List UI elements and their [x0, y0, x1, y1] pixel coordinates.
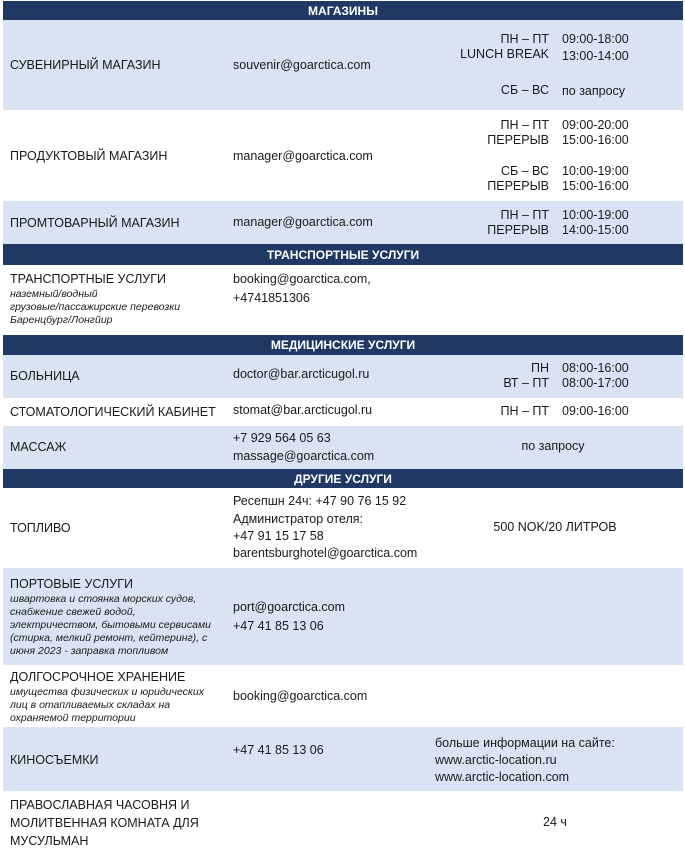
- email-link[interactable]: port@goarctica.com: [233, 600, 346, 614]
- time-value: 08:00-16:00: [562, 361, 629, 375]
- service-description: снабжение свежей водой,: [10, 606, 136, 618]
- section-header-other: ДРУГИЕ УСЛУГИ: [3, 469, 683, 488]
- email-link[interactable]: booking@goarctica.com: [233, 689, 368, 703]
- email-link[interactable]: manager@goarctica.com: [233, 149, 373, 163]
- time-value: 09:00-18:00: [562, 32, 629, 46]
- day-label: ПН: [530, 361, 549, 375]
- service-name: ПРОДУКТОВЫЙ МАГАЗИН: [10, 149, 168, 163]
- time-value: 10:00-19:00: [562, 208, 629, 222]
- service-name: КИНОСЪЕМКИ: [10, 753, 99, 767]
- hours-value: по запросу: [521, 439, 585, 453]
- time-value: 15:00-16:00: [562, 179, 629, 193]
- table-row: [3, 398, 683, 426]
- table-row: [3, 568, 683, 665]
- day-label: ПН – ПТ: [500, 404, 549, 418]
- section-header-shops: МАГАЗИНЫ: [3, 1, 683, 20]
- service-description: наземный/водный: [10, 288, 98, 300]
- day-label: ПЕРЕРЫВ: [487, 223, 549, 237]
- service-name: СУВЕНИРНЫЙ МАГАЗИН: [10, 58, 161, 72]
- time-value: 13:00-14:00: [562, 49, 629, 63]
- day-label: СБ – ВС: [500, 83, 549, 97]
- service-description: грузовые/пассажирские перевозки: [10, 301, 181, 313]
- section-header-medical: МЕДИЦИНСКИЕ УСЛУГИ: [3, 335, 683, 355]
- service-description: охраняемой территории: [10, 712, 136, 724]
- email-link[interactable]: manager@goarctica.com: [233, 215, 373, 229]
- phone-number: +47 41 85 13 06: [233, 743, 324, 757]
- website-link[interactable]: www.arctic-location.com: [435, 770, 570, 784]
- table-row: [3, 727, 683, 791]
- contact-label: Администратор отеля:: [233, 512, 363, 526]
- day-label: LUNCH BREAK: [460, 47, 549, 61]
- price-value: 500 NOK/20 ЛИТРОВ: [493, 520, 617, 534]
- service-name: ТОПЛИВО: [10, 521, 71, 535]
- service-name: СТОМАТОЛОГИЧЕСКИЙ КАБИНЕТ: [10, 405, 216, 419]
- service-description: электричеством, бытовыми сервисами: [10, 619, 211, 631]
- service-description: июня 2023 - заправка топливом: [10, 645, 169, 657]
- time-value: 09:00-20:00: [562, 118, 629, 132]
- time-value: 10:00-19:00: [562, 164, 629, 178]
- day-label: ПН – ПТ: [500, 32, 549, 46]
- table-row: [3, 426, 683, 469]
- info-text: больше информации на сайте:: [435, 736, 615, 750]
- day-label: СБ – ВС: [500, 164, 549, 178]
- time-value: 09:00-16:00: [562, 404, 629, 418]
- email-link[interactable]: massage@goarctica.com: [233, 449, 375, 463]
- table-row: [3, 665, 683, 727]
- table-row: [3, 488, 683, 568]
- day-label: ПЕРЕРЫВ: [487, 179, 549, 193]
- section-header-transport: ТРАНСПОРТНЫЕ УСЛУГИ: [3, 244, 683, 265]
- service-description: Баренцбург/Лонгйир: [10, 314, 113, 326]
- service-name: БОЛЬНИЦА: [10, 369, 80, 383]
- phone-number: +4741851306: [233, 291, 310, 305]
- website-link[interactable]: www.arctic-location.ru: [435, 753, 557, 767]
- day-label: ПЕРЕРЫВ: [487, 133, 549, 147]
- email-link[interactable]: barentsburghotel@goarctica.com: [233, 546, 418, 560]
- table-row: [3, 265, 683, 335]
- service-name: МУСУЛЬМАН: [10, 834, 89, 848]
- service-name: ДОЛГОСРОЧНОЕ ХРАНЕНИЕ: [10, 670, 186, 684]
- service-name: ПОРТОВЫЕ УСЛУГИ: [10, 577, 133, 591]
- schedule: [439, 208, 639, 240]
- email-link[interactable]: souvenir@goarctica.com: [233, 58, 371, 72]
- email-link[interactable]: doctor@bar.arcticugol.ru: [233, 367, 370, 381]
- schedule: [439, 32, 639, 102]
- schedule: [439, 361, 639, 393]
- time-value: 14:00-15:00: [562, 223, 629, 237]
- time-value: 15:00-16:00: [562, 133, 629, 147]
- day-label: ВТ – ПТ: [503, 376, 549, 390]
- phone-number: +47 91 15 17 58: [233, 529, 324, 543]
- table-row: [3, 791, 683, 853]
- phone-number: +7 929 564 05 63: [233, 431, 331, 445]
- time-value: 08:00-17:00: [562, 376, 629, 390]
- phone-number: +47 41 85 13 06: [233, 619, 324, 633]
- service-name: ПРАВОСЛАВНАЯ ЧАСОВНЯ И: [10, 798, 190, 812]
- schedule: [439, 404, 639, 420]
- service-name: ТРАНСПОРТНЫЕ УСЛУГИ: [10, 272, 166, 286]
- table-row: [3, 110, 683, 201]
- service-description: (стирка, мелкий ремонт, кейтеринг), с: [10, 632, 208, 644]
- service-name: МОЛИТВЕННАЯ КОМНАТА ДЛЯ: [10, 816, 199, 830]
- email-link[interactable]: booking@goarctica.com,: [233, 272, 371, 286]
- service-description: швартовка и стоянка морских судов,: [10, 593, 197, 605]
- service-name: ПРОМТОВАРНЫЙ МАГАЗИН: [10, 216, 180, 230]
- service-name: МАССАЖ: [10, 440, 67, 454]
- schedule: [439, 118, 639, 198]
- service-description: имущества физических и юридических: [10, 686, 204, 698]
- hours-value: 24 ч: [543, 815, 567, 829]
- email-link[interactable]: stomat@bar.arcticugol.ru: [233, 403, 373, 417]
- table-row: [3, 20, 683, 110]
- time-value: по запросу: [562, 84, 626, 98]
- service-description: лиц в отапливаемых складах на: [10, 699, 171, 711]
- phone-number: Ресепшн 24ч: +47 90 76 15 92: [233, 494, 407, 508]
- table-row: [3, 355, 683, 398]
- day-label: ПН – ПТ: [500, 208, 549, 222]
- day-label: ПН – ПТ: [500, 118, 549, 132]
- table-row: [3, 201, 683, 244]
